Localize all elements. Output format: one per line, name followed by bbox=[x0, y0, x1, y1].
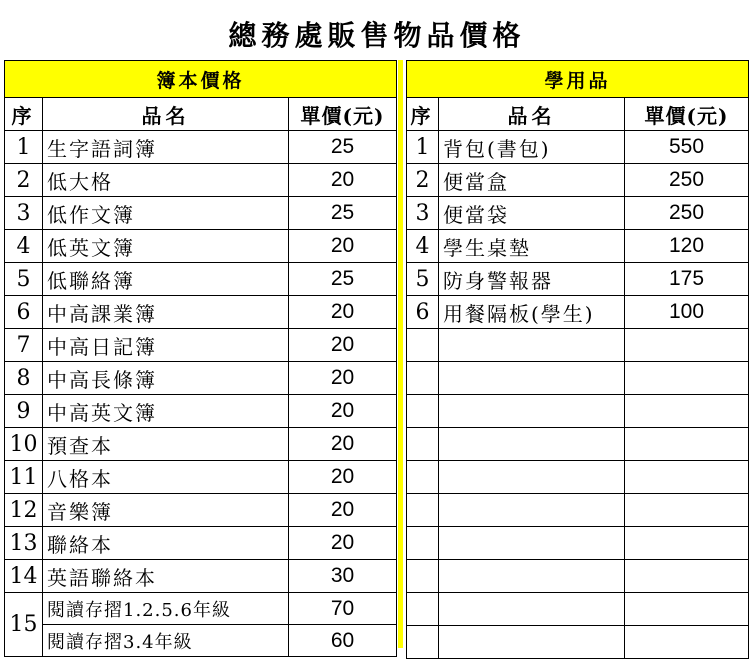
empty-row bbox=[407, 527, 749, 560]
row-index: 6 bbox=[5, 296, 43, 329]
item-price: 100 bbox=[625, 296, 749, 329]
item-name: 學生桌墊 bbox=[439, 230, 625, 263]
row-index: 4 bbox=[5, 230, 43, 263]
row-index: 11 bbox=[5, 461, 43, 494]
table-row bbox=[5, 230, 397, 263]
item-price: 25 bbox=[289, 197, 397, 230]
item-name bbox=[439, 626, 625, 659]
item-name: 低英文簿 bbox=[43, 230, 289, 263]
row-index: 10 bbox=[5, 428, 43, 461]
name-header: 品名 bbox=[439, 98, 625, 131]
empty-row bbox=[407, 494, 749, 527]
empty-row bbox=[407, 560, 749, 593]
price-header: 單價(元) bbox=[625, 98, 749, 131]
item-price bbox=[625, 494, 749, 527]
row-index bbox=[407, 494, 439, 527]
item-name bbox=[439, 593, 625, 626]
table-row bbox=[5, 461, 397, 494]
item-name: 閱讀存摺1.2.5.6年級 bbox=[43, 593, 289, 625]
table-row bbox=[407, 263, 749, 296]
item-price bbox=[625, 362, 749, 395]
table-row bbox=[5, 131, 397, 164]
price-header: 單價(元) bbox=[289, 98, 397, 131]
row-index: 2 bbox=[5, 164, 43, 197]
item-name bbox=[439, 395, 625, 428]
item-price bbox=[625, 626, 749, 659]
row-index: 2 bbox=[407, 164, 439, 197]
school-supplies-table bbox=[406, 60, 749, 659]
page-title: 總務處販售物品價格 bbox=[228, 19, 526, 52]
item-price bbox=[625, 428, 749, 461]
item-name: 中高課業簿 bbox=[43, 296, 289, 329]
item-name: 背包(書包) bbox=[439, 131, 625, 164]
item-price bbox=[625, 527, 749, 560]
row-index bbox=[407, 362, 439, 395]
empty-row bbox=[407, 461, 749, 494]
item-name: 中高英文簿 bbox=[43, 395, 289, 428]
table-row bbox=[407, 131, 749, 164]
row-index bbox=[407, 395, 439, 428]
item-price: 20 bbox=[289, 230, 397, 263]
item-name: 八格本 bbox=[43, 461, 289, 494]
item-price: 20 bbox=[289, 395, 397, 428]
item-price: 20 bbox=[289, 362, 397, 395]
item-name: 生字語詞簿 bbox=[43, 131, 289, 164]
item-price bbox=[625, 461, 749, 494]
item-name bbox=[439, 428, 625, 461]
item-price bbox=[625, 593, 749, 626]
empty-row bbox=[407, 428, 749, 461]
item-name: 低作文簿 bbox=[43, 197, 289, 230]
item-price bbox=[625, 395, 749, 428]
item-name: 預查本 bbox=[43, 428, 289, 461]
row-index bbox=[407, 626, 439, 659]
item-price: 20 bbox=[289, 461, 397, 494]
item-name: 聯絡本 bbox=[43, 527, 289, 560]
table-row bbox=[5, 329, 397, 362]
row-index bbox=[407, 593, 439, 626]
item-price: 20 bbox=[289, 296, 397, 329]
index-header: 序 bbox=[5, 98, 43, 131]
row-index: 3 bbox=[5, 197, 43, 230]
item-price: 25 bbox=[289, 263, 397, 296]
item-price: 20 bbox=[289, 329, 397, 362]
item-price: 250 bbox=[625, 164, 749, 197]
item-price: 60 bbox=[289, 625, 397, 657]
item-name: 防身警報器 bbox=[439, 263, 625, 296]
row-index bbox=[407, 560, 439, 593]
supplies-rows bbox=[407, 131, 749, 659]
row-index: 1 bbox=[407, 131, 439, 164]
row-index bbox=[407, 428, 439, 461]
item-name: 便當袋 bbox=[439, 197, 625, 230]
row-index: 9 bbox=[5, 395, 43, 428]
item-name: 中高日記簿 bbox=[43, 329, 289, 362]
empty-row bbox=[407, 362, 749, 395]
item-price: 175 bbox=[625, 263, 749, 296]
supplies-section-header: 學用品 bbox=[407, 61, 749, 98]
item-name: 用餐隔板(學生) bbox=[439, 296, 625, 329]
row-index: 4 bbox=[407, 230, 439, 263]
empty-row bbox=[407, 329, 749, 362]
row-index: 3 bbox=[407, 197, 439, 230]
name-header: 品名 bbox=[43, 98, 289, 131]
row-index bbox=[407, 461, 439, 494]
empty-row bbox=[407, 395, 749, 428]
row-index: 6 bbox=[407, 296, 439, 329]
table-row bbox=[5, 527, 397, 560]
notebook-rows bbox=[5, 131, 397, 593]
row-index bbox=[407, 329, 439, 362]
item-name: 低大格 bbox=[43, 164, 289, 197]
row-index: 5 bbox=[407, 263, 439, 296]
table-row bbox=[5, 593, 397, 625]
item-price bbox=[625, 560, 749, 593]
item-name bbox=[439, 461, 625, 494]
row-index: 12 bbox=[5, 494, 43, 527]
item-name: 便當盒 bbox=[439, 164, 625, 197]
item-price: 30 bbox=[289, 560, 397, 593]
row-index: 5 bbox=[5, 263, 43, 296]
table-row bbox=[5, 164, 397, 197]
table-row bbox=[5, 428, 397, 461]
table-row bbox=[5, 197, 397, 230]
item-price: 20 bbox=[289, 428, 397, 461]
item-name: 音樂簿 bbox=[43, 494, 289, 527]
item-price: 25 bbox=[289, 131, 397, 164]
row-index: 15 bbox=[5, 593, 43, 657]
item-price: 20 bbox=[289, 527, 397, 560]
notebook-section-header: 簿本價格 bbox=[5, 61, 397, 98]
item-price: 120 bbox=[625, 230, 749, 263]
item-price: 20 bbox=[289, 164, 397, 197]
table-row bbox=[5, 560, 397, 593]
table-row bbox=[407, 230, 749, 263]
table-row bbox=[5, 263, 397, 296]
index-header: 序 bbox=[407, 98, 439, 131]
item-name: 閱讀存摺3.4年級 bbox=[43, 625, 289, 657]
table-row bbox=[407, 164, 749, 197]
notebook-price-table bbox=[4, 60, 397, 657]
table-row bbox=[5, 296, 397, 329]
item-name: 中高長條簿 bbox=[43, 362, 289, 395]
table-row bbox=[5, 625, 397, 657]
row-index bbox=[407, 527, 439, 560]
item-name: 英語聯絡本 bbox=[43, 560, 289, 593]
item-price: 250 bbox=[625, 197, 749, 230]
table-row bbox=[5, 395, 397, 428]
item-name bbox=[439, 329, 625, 362]
item-name bbox=[439, 527, 625, 560]
table-row bbox=[407, 296, 749, 329]
row-index: 7 bbox=[5, 329, 43, 362]
item-price: 550 bbox=[625, 131, 749, 164]
empty-row bbox=[407, 626, 749, 659]
item-name bbox=[439, 494, 625, 527]
item-price bbox=[625, 329, 749, 362]
item-price: 20 bbox=[289, 494, 397, 527]
item-name bbox=[439, 560, 625, 593]
row-index: 8 bbox=[5, 362, 43, 395]
table-row bbox=[5, 362, 397, 395]
table-row bbox=[407, 197, 749, 230]
column-divider bbox=[398, 60, 403, 648]
row-index: 1 bbox=[5, 131, 43, 164]
table-row bbox=[5, 494, 397, 527]
row-index: 14 bbox=[5, 560, 43, 593]
item-name bbox=[439, 362, 625, 395]
item-price: 70 bbox=[289, 593, 397, 625]
row-index: 13 bbox=[5, 527, 43, 560]
empty-row bbox=[407, 593, 749, 626]
item-name: 低聯絡簿 bbox=[43, 263, 289, 296]
